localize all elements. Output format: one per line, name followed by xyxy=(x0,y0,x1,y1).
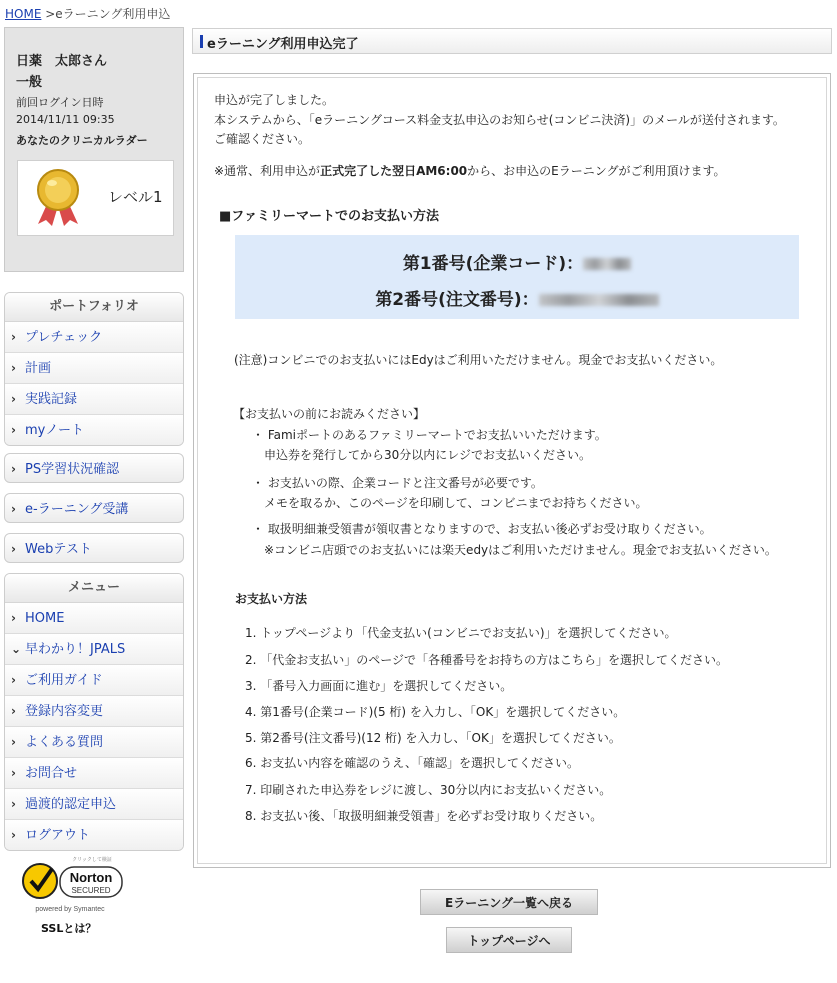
portfolio-heading: ポートフォリオ xyxy=(5,293,183,322)
familymart-section-title: ■ファミリーマートでのお支払い方法 xyxy=(219,209,440,224)
sidebar-item-label: プレチェック xyxy=(25,330,103,345)
mail-notice: 本システムから、「eラーニングコース料金支払申込のお知らせ(コンビニ決済)」のメールが送付されます。 xyxy=(214,113,785,127)
menu-item-label: ご利用ガイド xyxy=(25,673,103,688)
chevron-right-icon: › xyxy=(11,361,16,375)
chevron-right-icon: › xyxy=(11,462,16,476)
menu-item-guide[interactable] xyxy=(5,665,183,696)
edy-note: (注意)コンビニでのお支払いにはEdyはご利用いただけません。現金でお支払いください。 xyxy=(234,353,723,367)
menu-item-edit-registration[interactable] xyxy=(5,696,183,727)
menu-item-contact[interactable] xyxy=(5,758,183,789)
complete-message: 申込が完了しました。 xyxy=(214,93,335,107)
menu-item-label: お問合せ xyxy=(25,766,78,781)
chevron-right-icon: › xyxy=(11,797,16,811)
confirm-notice: ご確認ください。 xyxy=(214,132,311,146)
chevron-right-icon: › xyxy=(11,330,16,344)
chevron-right-icon: › xyxy=(11,766,16,780)
read-item: ・ 取扱明細兼受領書が領収書となりますので、お支払い後必ずお受け取りください。 xyxy=(252,522,712,536)
payment-step: 3. 「番号入力画面に進む」を選択してください。 xyxy=(245,679,513,693)
chevron-down-icon: ⌄ xyxy=(11,642,22,656)
number2-label: 第2番号(注文番号)： xyxy=(375,290,539,310)
last-login-label: 前回ログイン日時 xyxy=(16,96,104,109)
menu-item-label: HOME xyxy=(25,611,65,626)
sidebar-item-practice-record[interactable] xyxy=(5,384,183,415)
top-page-button[interactable]: トップページへ xyxy=(446,927,572,953)
number2-redacted xyxy=(539,294,659,306)
sidebar-item-my-note[interactable] xyxy=(5,415,183,445)
menu-item-home[interactable] xyxy=(5,603,183,634)
note-post: から、お申込のEラーニングがご利用頂けます。 xyxy=(467,164,726,178)
read-item: ・ お支払いの際、企業コードと注文番号が必要です。 xyxy=(252,476,543,490)
chevron-right-icon: › xyxy=(11,673,16,687)
back-to-elearning-list-button[interactable]: Eラーニング一覧へ戻る xyxy=(420,889,598,915)
number1-label: 第1番号(企業コード)： xyxy=(402,254,584,274)
breadcrumb xyxy=(5,5,170,22)
content-box xyxy=(193,73,831,868)
sidebar-item-web-test[interactable] xyxy=(4,533,184,563)
chevron-right-icon: › xyxy=(11,392,16,406)
chevron-right-icon: › xyxy=(11,735,16,749)
menu-panel xyxy=(4,573,184,851)
norton-top-text: クリックして検証 xyxy=(72,857,112,863)
chevron-right-icon: › xyxy=(11,704,16,718)
last-login-date: 2014/11/11 09:35 xyxy=(16,113,115,126)
breadcrumb-current: eラーニング利用申込 xyxy=(55,7,171,21)
norton-secured: SECURED xyxy=(71,886,111,895)
breadcrumb-separator: > xyxy=(41,7,56,21)
payment-step: 7. 印刷された申込券をレジに渡し、30分以内にお支払いください。 xyxy=(245,783,612,797)
title-accent-bar xyxy=(200,35,203,48)
menu-item-label: 登録内容変更 xyxy=(25,704,104,719)
level-text: レベル1 xyxy=(108,188,163,206)
breadcrumb-home-link[interactable]: HOME xyxy=(5,7,42,21)
menu-item-label: ログアウト xyxy=(25,828,91,843)
payment-step: 8. お支払い後、「取扱明細兼受領書」を必ずお受け取りください。 xyxy=(245,809,603,823)
payment-step: 4. 第1番号(企業コード)(5 桁) を入力し、「OK」を選択してください。 xyxy=(245,705,626,719)
read-item: 申込券を発行してから30分以内にレジでお支払いください。 xyxy=(264,448,591,462)
menu-item-transitional[interactable] xyxy=(5,789,183,820)
sidebar-item-label: e-ラーニング受講 xyxy=(25,502,129,517)
chevron-right-icon: › xyxy=(11,502,16,516)
read-before-title: 【お支払いの前にお読みください】 xyxy=(233,407,426,421)
number1-redacted xyxy=(583,258,631,270)
payment-step: 2. 「代金お支払い」のページで「各種番号をお持ちの方はこちら」を選択してください。 xyxy=(245,653,729,667)
medal-icon xyxy=(28,166,88,230)
sidebar-item-precheck[interactable] xyxy=(5,322,183,353)
user-name: 日薬 太郎さん xyxy=(16,54,108,69)
portfolio-panel xyxy=(4,292,184,446)
menu-item-jpals[interactable] xyxy=(5,634,183,665)
menu-heading: メニュー xyxy=(5,574,183,603)
number2-row xyxy=(235,285,799,310)
payment-step: 6. お支払い内容を確認のうえ、「確認」を選択してください。 xyxy=(245,756,579,770)
menu-item-logout[interactable] xyxy=(5,820,183,850)
sidebar-item-label: myノート xyxy=(25,423,84,438)
read-item: ・ Famiポートのあるファミリーマートでお支払いいただけます。 xyxy=(252,428,607,442)
menu-item-label: 過渡的認定申込 xyxy=(25,797,117,812)
menu-item-label: 早わかり！JPALS xyxy=(25,642,126,657)
menu-item-faq[interactable] xyxy=(5,727,183,758)
norton-seal[interactable] xyxy=(20,853,130,915)
payment-number-box xyxy=(235,235,799,319)
chevron-right-icon: › xyxy=(11,611,16,625)
sidebar-item-elearning[interactable] xyxy=(4,493,184,523)
clinical-ladder-label: あなたのクリニカルラダー xyxy=(16,134,148,147)
ssl-link[interactable]: SSLとは？ xyxy=(41,922,97,935)
number1-row xyxy=(235,249,799,274)
norton-brand: Norton xyxy=(69,870,113,885)
chevron-right-icon: › xyxy=(11,542,16,556)
payment-step: 1. トップページより「代金支払い(コンビニでお支払い)」を選択してください。 xyxy=(245,626,677,640)
payment-steps-title: お支払い方法 xyxy=(235,592,308,606)
menu-item-label: よくある質問 xyxy=(25,735,104,750)
level-box xyxy=(17,160,174,236)
page-title: eラーニング利用申込完了 xyxy=(207,37,359,52)
user-rank: 一般 xyxy=(16,75,43,90)
note-pre: ※通常、利用申込が xyxy=(214,164,321,178)
read-item: ※コンビニ店頭でのお支払いには楽天edyはご利用いただけません。現金でお支払いください。 xyxy=(264,543,777,557)
payment-step: 5. 第2番号(注文番号)(12 桁) を入力し、「OK」を選択してください。 xyxy=(245,731,621,745)
chevron-right-icon: › xyxy=(11,828,16,842)
norton-secured-icon xyxy=(20,853,130,915)
profile-panel xyxy=(4,27,184,272)
norton-powered: powered by Symantec xyxy=(35,906,105,913)
sidebar-item-label: 計画 xyxy=(25,361,52,376)
chevron-right-icon: › xyxy=(11,423,16,437)
sidebar-item-plan[interactable] xyxy=(5,353,183,384)
note-bold: 正式完了した翌日AM6:00 xyxy=(320,164,468,178)
sidebar-item-label: Webテスト xyxy=(25,542,92,557)
page-title-bar xyxy=(192,28,832,54)
read-item: メモを取るか、このページを印刷して、コンビニまでお持ちください。 xyxy=(264,496,648,510)
sidebar-item-label: 実践記録 xyxy=(25,392,78,407)
availability-note xyxy=(214,162,726,179)
sidebar-item-label: PS学習状況確認 xyxy=(25,462,120,477)
sidebar-item-ps-status[interactable] xyxy=(4,453,184,483)
